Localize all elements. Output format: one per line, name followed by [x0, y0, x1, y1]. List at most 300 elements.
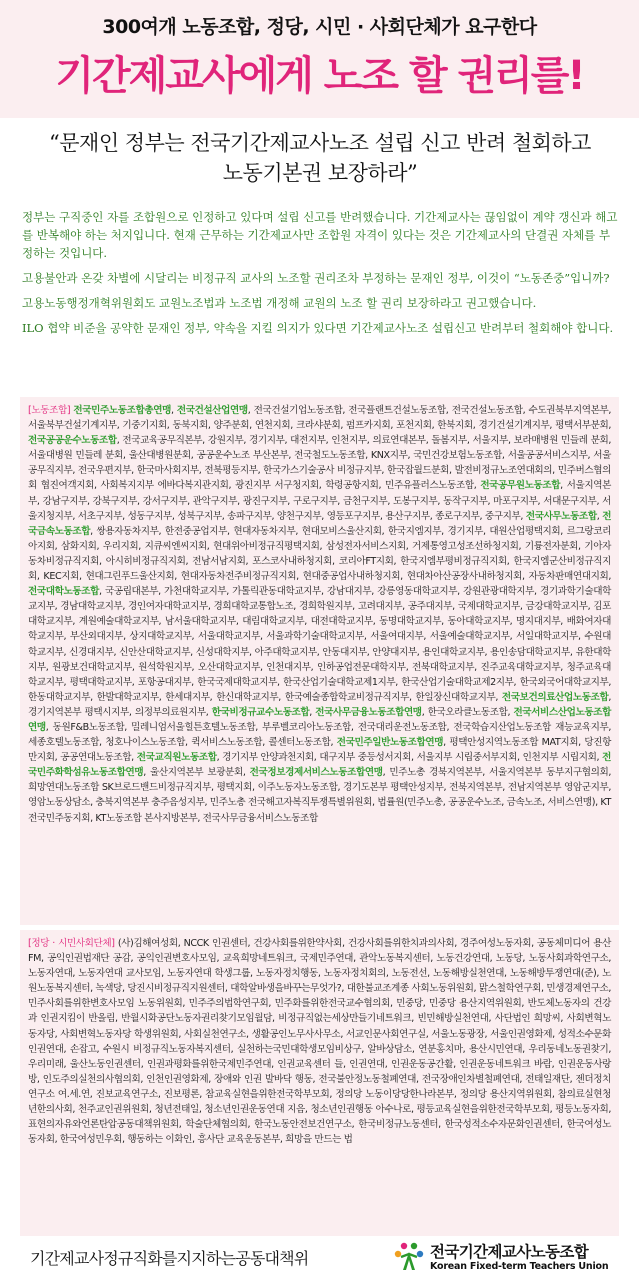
union-entry: 경기도본부 평택안성지부	[343, 782, 444, 794]
union-entry: 용산구지부	[385, 510, 430, 522]
union-entry: 수원대학교지부	[28, 631, 611, 658]
union-entry: 전국건설기업노동조합	[253, 405, 343, 416]
union-entry: 한국가스기술공사 비정규지부	[263, 465, 382, 477]
union-entry: 펌프카지회	[346, 420, 391, 432]
union-entry: 도봉구지부	[393, 495, 438, 507]
union-entry: 전국사무노동조합	[525, 510, 597, 522]
union-entry: 금속노조	[506, 797, 543, 809]
union-entry: 공공운수노조 부산본부	[196, 450, 289, 462]
union-entry: 중구지부	[484, 510, 521, 522]
civic-entry: 공익인권법재단 공감	[47, 953, 131, 965]
civic-entry: 사회실천연구소	[183, 1028, 247, 1040]
union-entry: 한국외국어대학교지부	[519, 676, 609, 688]
civic-entry: 공동체미디어 용산FM	[28, 938, 612, 965]
civic-entry: 청소년인권운동연대 지음	[204, 1104, 305, 1116]
union-entry: 서울공무직지부	[28, 450, 612, 477]
union-entry: 서초구지부	[77, 510, 123, 522]
union-entry: 동원F&B노동조합	[52, 721, 125, 733]
civic-entry: 민중당	[396, 998, 423, 1010]
union-entry: 울산대병원분회	[128, 450, 191, 462]
union-entry: 한국잡월드분회	[386, 465, 450, 477]
civic-entry: 노동건강연대	[436, 953, 490, 965]
union-entry: 인천지부 시립지회	[522, 752, 597, 764]
civic-entry: 반월시화공단노동자권리찾기모임월담	[121, 1013, 272, 1025]
union-entry: 현대자동차전주비정규직지회	[180, 571, 297, 583]
union-entry: 현대차아산공장사내하청지회	[406, 571, 522, 583]
civic-section-tag: [정당 · 시민사회단체]	[28, 938, 115, 949]
union-entry: 한북지회	[437, 420, 473, 432]
union-entry: 전국우편지부	[77, 465, 132, 477]
union-entry: 코리아FT지회	[338, 555, 394, 567]
union-entry: KEC지회	[43, 571, 80, 583]
civic-entry: 연분홍치마	[418, 1043, 463, 1055]
union-entry: 계원예술대학교지부	[78, 616, 159, 628]
union-entry: 오산대학교지부	[197, 661, 260, 673]
union-entry: 전국건설노동조합	[451, 405, 523, 416]
union-entry: 유한대학지부	[28, 646, 612, 673]
union-entry: 서울여대지부	[370, 631, 424, 643]
union-entry: 송파구지부	[227, 510, 272, 522]
union-entry: 전국사무금융서비스노동조합	[202, 812, 318, 824]
civic-entry: 국제민주연대	[299, 953, 354, 965]
civic-entry: 평등노동자회	[555, 1104, 609, 1116]
union-entry: 서울지역본부	[28, 480, 612, 507]
civic-entry: 전국장애인차별철폐연대	[421, 1073, 520, 1085]
civic-entry: 한국여성노동자회	[28, 1119, 612, 1146]
union-entry: 한국국제대학교지부	[197, 676, 278, 688]
union-entry: 남서울대학교지부	[164, 616, 236, 628]
union-entry: 공주대지부	[407, 601, 453, 613]
civic-entry: 사단법인 희망씨	[494, 1013, 561, 1025]
union-entry: 대전지부	[290, 435, 326, 447]
union-entry: 경기지부	[447, 525, 483, 537]
union-entry: 기중기지회	[122, 420, 167, 432]
union-entry: 충북지역본부 충주음성지부	[95, 797, 205, 809]
civic-entry: 서울인권영화제	[490, 1028, 553, 1040]
union-entry: 공공운수노조	[448, 797, 502, 809]
civic-entry: 노동자정치행동	[255, 968, 318, 980]
union-entry: 사회복지지부 에바다복지관지회	[100, 480, 229, 492]
union-entry: 서울예술대학교지부	[429, 631, 510, 643]
union-entry: 현대자동차지부	[233, 525, 296, 537]
union-entry: 구로구지부	[292, 495, 338, 507]
civic-entry: 정의당 용산지역위원회	[459, 1088, 552, 1100]
union-entry: 경기지부 안양과천지회	[222, 752, 314, 764]
civic-entry: 표현의자유와언론탄압공동대책위원회	[28, 1119, 179, 1131]
civic-entry: 생활공인노무사사무소	[251, 1028, 341, 1040]
union-entry: 동명대학교지부	[379, 616, 442, 628]
union-entry: 대전대학교지부	[310, 616, 373, 628]
union-entry: 삼화지회	[60, 540, 97, 552]
union-entry: 한세대지부	[165, 691, 210, 703]
civic-entry: 인권운동공간활	[390, 1058, 454, 1070]
union-entry: 민주버스협의회 협진여객지회	[28, 465, 611, 492]
union-entry: 인천지부	[331, 435, 367, 447]
civic-entry: 손잡고	[69, 1043, 97, 1055]
union-entry: 기륭전자분회	[524, 540, 579, 552]
union-entry: 전국사무금융노동조합연맹	[315, 706, 422, 718]
union-entry: 금천구지부	[342, 495, 388, 507]
union-entry: 한발대학교지부	[96, 691, 159, 703]
union-entry: 전국교직원노동조합	[136, 752, 217, 764]
union-entry: 용인대학교지부	[422, 646, 485, 658]
union-entry: 서울공공서비스지부	[507, 450, 588, 462]
union-entry: 대원산업평택지회	[489, 525, 561, 537]
union-entry: 자동차판매연대지회	[528, 571, 609, 583]
union-entry: 서울북부건설기계지부	[28, 420, 117, 432]
union-entry: 평택대학교지부	[69, 676, 132, 688]
union-entry: 용인송담대학교지부	[490, 646, 570, 658]
civic-entry: 민주화를위한전국교수협의회	[274, 998, 390, 1010]
union-entry: KT노동조합 본사지방본부	[95, 812, 198, 824]
header-subtitle: 300여개 노동조합, 정당, 시민 · 사회단체가 요구한다	[102, 16, 537, 38]
civic-entry: 천주교인권위원회	[77, 1104, 149, 1116]
civic-entry: 서교인문사회연구실	[345, 1028, 426, 1040]
civic-entry: 노원노동복지센터	[28, 968, 612, 995]
union-entry: 민주노총 전국해고자복직투쟁특별위원회	[209, 797, 373, 809]
civic-entry: 인권운동사랑방	[28, 1058, 612, 1085]
union-entry: 청호나이스노동조합	[105, 737, 185, 749]
civic-entry: 인천인권영화제	[146, 1073, 209, 1085]
union-entry: 한국지엠지부	[387, 525, 442, 537]
union-entry: 서울대학교지부	[197, 631, 260, 643]
civic-entry: 민중당 용산지역위원회	[429, 998, 522, 1010]
union-entry: 세종호텔노동조합	[28, 737, 99, 749]
civic-entry: 정의당 노동이당당한나라본부	[335, 1088, 454, 1100]
intro-paragraph: ILO 협약 비준을 공약한 문재인 정부, 약속을 지킬 의지가 있다면 기간제교사노조 설립신고 반려부터 철회해야 합니다.	[22, 321, 614, 335]
union-entry: 포항공대지부	[137, 676, 192, 688]
civic-entry: 진보평론	[163, 1088, 200, 1100]
union-entry: 성동구지부	[127, 510, 172, 522]
civic-entry: 평등교육실현을위한전국학부모회	[416, 1104, 550, 1116]
intro-paragraphs	[22, 208, 618, 344]
intro-paragraph: 정부는 구직중인 자를 조합원으로 인정하고 있다며 설립 신고를 반려했습니다. 기간제교사는 끊임없이 계약 갱신과 해고를 반복해야 하는 처지입니다. 현재 근무하는 기간제교사만 조합원 자격이 있다는 것은 기간제교사의 단결권 자체를 부정하는 것입니다.	[22, 210, 618, 260]
union-entry: 관악구지부	[192, 495, 238, 507]
union-entry: 밀레니엄서울힐튼호텔노동조합	[131, 721, 256, 733]
civic-entry: 비정규직없는세상만들기네트워크	[278, 1013, 412, 1025]
union-entry: 경기지역본부 평택시지부	[28, 706, 129, 718]
civic-entry: 한국성적소수자문화인권센터	[444, 1119, 561, 1131]
union-entry: 강원지부	[207, 435, 244, 447]
union-entry: 현대그린푸드울산지회	[85, 571, 175, 583]
union-entry: 퀵서비스노동조합	[191, 737, 263, 749]
union-section-tag: [노동조합]	[28, 405, 71, 416]
civic-entry: 사회변혁노동자당 학생위원회	[60, 1028, 179, 1040]
civic-entry: 전태일재단	[525, 1073, 570, 1085]
civic-entry: 진보교육연구소	[95, 1088, 158, 1100]
civic-entry: 알바상담소	[367, 1043, 412, 1055]
union-entry: 포천지회	[396, 420, 432, 432]
civic-entry: 반도체노동자의 건강과 인권지킴이 반올림	[28, 998, 611, 1025]
civic-entry: 용산시민연대	[468, 1043, 523, 1055]
civic-entry: 건강사회를위한치과의사회	[347, 938, 455, 949]
union-entry: 평택서부분회	[555, 420, 609, 432]
union-entry: 한신대학교지부	[216, 691, 279, 703]
union-entry: 신안산대학교지부	[119, 646, 191, 658]
union-entry: 한국지엠군산비정규직지회	[28, 555, 612, 583]
civic-entry: 청년전태일	[154, 1104, 199, 1116]
union-entry: 광진지부 서구청지회	[235, 480, 319, 492]
union-entry: 서울지역본부 동부지구협의회	[488, 767, 609, 779]
civic-entry: 노동당	[495, 953, 523, 965]
civic-entry: 노동자정치회의	[323, 968, 386, 980]
union-entry: 영암노동상담소	[28, 797, 91, 809]
civic-entry: 대학알바생을바꾸는무엇가?	[230, 983, 342, 995]
intro-paragraph: 고용노동행정개혁위원회도 교원노조법과 노조법 개정해 교원의 노조 할 권리 보장하라고 권고했습니다.	[22, 296, 537, 310]
civic-entry: 민주주의법학연구회	[188, 998, 269, 1010]
union-entry: 경기지부	[249, 435, 285, 447]
civic-entry: 수원시 비정규직노동자복지센터	[102, 1043, 231, 1055]
union-entry: 신성대학지부	[195, 646, 249, 658]
civic-entry: 한국여성민우회	[59, 1134, 122, 1146]
union-entry: 당진항만지회	[28, 737, 611, 764]
civic-entry: 한국비정규노동센터	[358, 1119, 439, 1131]
civic-entry: 행동하는 이화인	[127, 1134, 193, 1146]
union-entry: 전국민주화학섬유노동조합연맹	[28, 752, 611, 779]
union-entry: 부루벨코리아노동조합	[262, 721, 351, 733]
civic-entry: 민생경제연구소	[546, 983, 609, 995]
civic-entry: 노동자연대	[28, 968, 73, 980]
union-entry: 한국예술종합학교비정규직지부	[284, 691, 409, 703]
civic-entry: 노동자연대 교사모임	[78, 968, 162, 980]
logo-english-name: Korean Fixed-term Teachers Union	[430, 1261, 609, 1272]
union-entry: 전국보건의료산업노동조합	[501, 691, 609, 703]
union-entry: 민주유플러스노동조합	[385, 480, 474, 492]
union-entry: 안양대지부	[372, 646, 417, 658]
union-entry: 희망연대노동조합 SK브로드밴드비정규직지부	[28, 782, 211, 794]
civic-entry: 교육희망네트워크	[222, 953, 294, 965]
union-entry: 청주교육대학교지부	[28, 661, 611, 688]
union-entry: 평택안성지역노동조합 MAT지회	[449, 737, 579, 749]
civic-entry: 경주여성노동자회	[460, 938, 532, 949]
union-entry: 평택지회	[216, 782, 253, 794]
union-entry: 명지대지부	[515, 616, 561, 628]
union-entry: 전국서비스산업노동조합연맹	[28, 706, 611, 733]
union-entry: 서일대학교지부	[515, 631, 579, 643]
union-entry: 서울지부 시립중서부지회	[416, 752, 518, 764]
union-entry: 콜센터노동조합	[268, 737, 331, 749]
civic-entry: 참교육실현을위한전국학부모회	[205, 1088, 330, 1100]
union-entry: KT전국민주동지회	[28, 797, 612, 824]
union-entry: 발전비정규노조연대회의	[454, 465, 553, 477]
civic-entry: 맑스철학연구회	[478, 983, 541, 995]
union-entry: 전북대학교지부	[412, 661, 475, 673]
demand-line-1: “문재인 정부는 전국기간제교사노조 설립 신고 반려 철회하고	[49, 131, 591, 155]
union-entry: 한국오라클노동조합	[427, 706, 508, 718]
union-entry: 민주노총 경북지역본부	[389, 767, 483, 779]
union-entry: 전국대학노동조합	[28, 586, 99, 598]
union-entry: 전국금속노동조합	[28, 510, 612, 537]
union-entry: 원광보건대학교지부	[52, 661, 132, 673]
union-entry: 배화여자대학교지부	[28, 616, 611, 643]
union-entry: 가천대학교지부	[164, 586, 227, 598]
union-entry: 가톨릭관동대학교지부	[232, 586, 321, 598]
union-entry: 한전중공업지부	[164, 525, 227, 537]
union-entry: 마포구지부	[493, 495, 538, 507]
union-entry: 동아대학교지부	[447, 616, 510, 628]
union-entry: 전국민주일반노동조합연맹	[336, 737, 444, 749]
civic-entry: 노동전선	[391, 968, 428, 980]
union-entry: 한국비정규교수노동조합	[211, 706, 310, 718]
union-entry: 신경대지부	[69, 646, 114, 658]
union-entry: 돌봄지부	[431, 435, 467, 447]
logo-korean-name: 전국기간제교사노동조합	[430, 1243, 589, 1261]
civic-entry: 녹색당	[95, 983, 123, 995]
union-entry: 종로구지부	[435, 510, 480, 522]
union-entry: 강북구지부	[92, 495, 137, 507]
civic-entry: 빈민해방실천연대	[417, 1013, 489, 1025]
union-entry: 부산외대지부	[69, 631, 124, 643]
union-entry: 아주대학교지부	[254, 646, 317, 658]
union-entry: 금강대학교지부	[525, 601, 588, 613]
union-entry: 삼성전자서비스지회	[325, 540, 406, 552]
union-entry: 한국지엠부평비정규직지회	[400, 555, 507, 567]
union-entry: 성북구지부	[177, 510, 222, 522]
civic-entry: 당진시비정규직지원센터	[127, 983, 225, 995]
union-entry: 전북지역본부	[449, 782, 503, 794]
union-entry: 기아자동차비정규직지회	[28, 540, 612, 567]
union-entry: 강서구지부	[142, 495, 188, 507]
union-entry: 공공연대노동조합	[60, 752, 132, 764]
union-logo	[392, 1238, 624, 1278]
union-entry: 전북평등지부	[204, 465, 258, 477]
union-entry: 한일장신대학교지부	[415, 691, 496, 703]
union-entry: 대구지부 중등성서지회	[319, 752, 411, 764]
union-entry: 전국민주노동조합총연맹	[73, 405, 171, 416]
civic-entry: 민주사회를위한변호사모임 노동위원회	[28, 998, 183, 1010]
civic-entry: 흥사단 교육운동본부	[197, 1134, 280, 1146]
union-entry: 경기과학기술대학교지부	[28, 586, 611, 613]
union-entry: 강원관광대학지부	[463, 586, 535, 598]
union-entry: 아시히비정규직지회	[105, 555, 186, 567]
union-entry: 지큐씨엔씨지회	[144, 540, 207, 552]
union-entry: 상지대학교지부	[129, 631, 192, 643]
civic-entry: 건강사회를위한약사회	[253, 938, 343, 949]
union-logo-icon	[392, 1240, 426, 1274]
civic-entry: 공익인권변호사모임	[136, 953, 217, 965]
intro-paragraph: 고용불안과 온갖 차별에 시달리는 비정규직 교사의 노조할 권리조차 부정하는 문재인 정부, 이것이 “노동존중”입니까?	[22, 271, 610, 285]
union-entry: 우리지회	[102, 540, 139, 552]
union-signatories-box: [노동조합] 전국민주노동조합총연맹, 전국건설산업연맹, 전국건설기업노동조합, 전국플랜트건설노동조합, 전국건설노동조합, 수도권북부지역본부, 서울북부건설기계지부, 기중기지회, 동북지회, 양주분회, 연천지회, 크라샤분회, 펌프카지회, 포천지회, 한북지회, 경기건설기계지부, 평택서부분회, 전국공공운수노동조합, 전국교육공무직본부, 강원지부, 경기지부, 대전지부, 인천지부, 의료연대본부, 돌봄지부, 서울지부, 보라매병원 민들레 분회, 서울대병원 민들레 분회, 울산대병원분회, 공공운수노조 부산본부, 전국철도노동조합, KNX지부, 국민건강보험노동조합, 서울공공서비스지부, 서울공무직지부, 전국우편지부, 한국마사회지부, 전북평등지부, 한국가스기술공사 비정규지부, 한국잡월드분회, 발전비정규노조연대회의, 민주버스협의회 협진여객지회, 사회복지지부 에바다복지관지회, 광진지부 서구청지회, 학령공항지회, 민주유플러스노동조합, 전국공무원노동조합, 서울지역본부, 강남구지부, 강북구지부, 강서구지부, 관악구지부, 광진구지부, 구로구지부, 금천구지부, 도봉구지부, 동작구지부, 마포구지부, 서대문구지부, 서울지청지부, 서초구지부, 성동구지부, 성북구지부, 송파구지부, 양천구지부, 영등포구지부, 용산구지부, 종로구지부, 중구지부, 전국사무노동조합, 전국금속노동조합, 쌍용자동차지부, 한전중공업지부, 현대자동차지부, 현대모비스울산지회, 한국지엠지부, 경기지부, 대원산업평택지회, 르그랑코리아지회, 삼화지회, 우리지회, 지큐씨엔씨지회, 현대위아비정규직평택지회, 삼성전자서비스지회, 거제통영고성조선하청지회, 기륭전자분회, 기아자동차비정규직지회, 아시히비정규직지회, 전남서남지회, 포스코사내하청지회, 코리아FT지회, 한국지엠부평비정규직지회, 한국지엠군산비정규직지회, KEC지회, 현대그린푸드울산지회, 현대자동차전주비정규직지회, 현대중공업사내하청지회, 현대차아산공장사내하청지회, 자동차판매연대지회, 전국대학노동조합, 국공립대본부, 가천대학교지부, 가톨릭관동대학교지부, 강남대지부, 강릉영동대학교지부, 강원관광대학지부, 경기과학기술대학교지부, 경남대학교지부, 경인여자대학교지부, 경희대학교통합노조, 경희학원지부, 고려대지부, 공주대지부, 국제대학교지부, 금강대학교지부, 김포대학교지부, 계원예술대학교지부, 남서울대학교지부, 대림대학교지부, 대전대학교지부, 동명대학교지부, 동아대학교지부, 명지대지부, 배화여자대학교지부, 부산외대지부, 상지대학교지부, 서울대학교지부, 서울과학기술대학교지부, 서울여대지부, 서울예술대학교지부, 서일대학교지부, 수원대학교지부, 신경대지부, 신안산대학교지부, 신성대학지부, 아주대학교지부, 안동대지부, 안양대지부, 용인대학교지부, 용인송담대학교지부, 유한대학지부, 원광보건대학교지부, 원석학원지부, 오산대학교지부, 인천대지부, 인하공업전문대학지부, 전북대학교지부, 진주교육대학교지부, 청주교육대학교지부, 평택대학교지부, 포항공대지부, 한국국제대학교지부, 한국산업기술대학교제1지부, 한국산업기술대학교제2지부, 한국외국어대학교지부, 한동대학교지부, 한발대학교지부, 한세대지부, 한신대학교지부, 한국예술종합학교비정규직지부, 한일장신대학교지부, 전국보건의료산업노동조합, 경기지역본부 평택시지부, 의정부의료원지부, 한국비정규교수노동조합, 전국사무금융노동조합연맹, 한국오라클노동조합, 전국서비스산업노동조합연맹, 동원F&B노동조합, 밀레니엄서울힐튼호텔노동조합, 부루벨코리아노동조합, 전국대리운전노동조합, 전국학습지산업노동조합 재능교육지부, 세종호텔노동조합, 청호나이스노동조합, 퀵서비스노동조합, 콜센터노동조합, 전국민주일반노동조합연맹, 평택안성지역노동조합 MAT지회, 당진항만지회, 공공연대노동조합, 전국교직원노동조합, 경기지부 안양과천지회, 대구지부 중등성서지회, 서울지부 시립중서부지회, 인천지부 시립지회, 전국민주화학섬유노동조합연맹, 울산지역본부 보광분회, 전국정보경제서비스노동조합연맹, 민주노총 경북지역본부, 서울지역본부 동부지구협의회, 희망연대노동조합 SK브로드밴드비정규직지부, 평택지회, 이주노동자노동조합, 경기도본부 평택안성지부, 전북지역본부, 전남지역본부 영암군지부, 영암노동상담소, 충북지역본부 충주음성지부, 민주노총 전국해고자복직투쟁특별위원회, 법률원(민주노총, 공공운수노조, 금속노조, 서비스연맹), KT전국민주동지회, KT노동조합 본사지방본부, 전국사무금융서비스노동조합	[20, 397, 619, 925]
union-entry: 학령공항지회	[325, 480, 379, 492]
union-entry: 대림대학교지부	[242, 616, 305, 628]
civic-entry: 대한불교조계종 사회노동위원회	[346, 983, 474, 995]
union-entry: 국민건강보험노동조합	[413, 450, 502, 462]
union-entry: 한국산업기술대학교제2지부	[401, 676, 514, 688]
committee-name: 기간제교사정규직화를지지하는공동대책위	[30, 1249, 309, 1268]
civic-entry: 사회변혁노동자당	[28, 1013, 611, 1040]
civic-entry: 인도주의실천의사협의회	[42, 1073, 141, 1085]
union-entry: 한국마사회지부	[136, 465, 199, 477]
union-entry: 경희대학교통합노조	[213, 601, 294, 613]
union-entry: 포스코사내하청지회	[252, 555, 333, 567]
union-entry: 인하공업전문대학지부	[317, 661, 406, 673]
union-entry: 울산지역본부 보광분회	[150, 767, 243, 779]
union-entry: 전국공공운수노동조합	[28, 435, 117, 447]
civic-entry: (사)김해여성회	[117, 938, 178, 949]
union-entry: 강남대지부	[326, 586, 372, 598]
civic-entry: 청소년인권행동 아수나로	[310, 1104, 411, 1116]
union-entry: 전국학습지산업노동조합 재능교육지부	[453, 721, 609, 733]
union-entry: 광진구지부	[242, 495, 288, 507]
union-entry: 한동대학교지부	[28, 691, 91, 703]
union-entry: 크라샤분회	[296, 420, 341, 432]
civic-entry: 인권운동네트워크 바람	[459, 1058, 552, 1070]
union-entry: 양천구지부	[276, 510, 322, 522]
union-entry: 이주노동자노동조합	[257, 782, 338, 794]
civic-entry: 노동자연대 학생그룹	[167, 968, 250, 980]
union-entry: 전국공무원노동조합	[480, 480, 561, 492]
union-entry: 의정부의료원지부	[134, 706, 206, 718]
union-entry: 진주교육대학교지부	[480, 661, 561, 673]
civic-entry: 노동사회과학연구소	[528, 953, 609, 965]
union-entry: 거제통영고성조선하청지회	[412, 540, 519, 552]
civic-entry: 장애와 인권 발바닥 행동	[214, 1073, 313, 1085]
union-entry: 서울지청지부	[28, 495, 612, 522]
civic-entry: 실천하는국민대학생모임비상구	[237, 1043, 362, 1055]
union-entry: 전남서남지회	[192, 555, 246, 567]
union-entry: 국공립대본부	[104, 586, 159, 598]
union-entry: 전국대리운전노동조합	[357, 721, 447, 733]
civic-entry: NCCK 인권센터	[183, 938, 248, 949]
union-entry: 서울대병원 민들레 분회	[28, 450, 123, 462]
union-entry: 현대모비스울산지회	[301, 525, 382, 537]
civic-entry: 참의료실현청년한의사회	[28, 1088, 611, 1116]
union-entry: 인천대지부	[266, 661, 311, 673]
demand-line-2: 노동기본권 보장하라”	[222, 161, 418, 185]
union-entry: 서비스연맹)	[547, 797, 596, 809]
union-entry: 고려대지부	[357, 601, 403, 613]
union-entry: 경희학원지부	[298, 601, 353, 613]
union-entry: 경남대학교지부	[60, 601, 123, 613]
civic-entry: 서울노동광장	[431, 1028, 485, 1040]
union-entry: 르그랑코리아지회	[28, 525, 611, 552]
union-entry: 수도권북부지역본부	[528, 405, 609, 416]
union-entry: 보라매병원 민들레 분회	[513, 435, 609, 447]
union-entry: 전국건설산업연맹	[176, 405, 248, 416]
union-entry: 서울과학기술대학교지부	[266, 631, 364, 643]
union-entry: 의료연대본부	[372, 435, 426, 447]
civic-entry: 인권과평화를위한국제민주연대	[146, 1058, 272, 1070]
union-entry: 국제대학교지부	[457, 601, 520, 613]
union-entry: 법률원(민주노총	[377, 797, 443, 809]
civic-signatories-box: [정당 · 시민사회단체] (사)김해여성회, NCCK 인권센터, 건강사회를위한약사회, 건강사회를위한치과의사회, 경주여성노동자회, 공동체미디어 용산FM, 공익인권법재단 공감, 공익인권변호사모임, 교육희망네트워크, 국제민주연대, 관악노동복지센터, 노동건강연대, 노동당, 노동사회과학연구소, 노동자연대, 노동자연대 교사모임, 노동자연대 학생그룹, 노동자정치행동, 노동자정치회의, 노동전선, 노동해방실천연대, 노동해방투쟁연대(준), 노원노동복지센터, 녹색당, 당진시비정규직지원센터, 대학알바생을바꾸는무엇가?, 대한불교조계종 사회노동위원회, 맑스철학연구회, 민생경제연구소, 민주사회를위한변호사모임 노동위원회, 민주주의법학연구회, 민주화를위한전국교수협의회, 민중당, 민중당 용산지역위원회, 반도체노동자의 건강과 인권지킴이 반올림, 반월시화공단노동자권리찾기모임월담, 비정규직없는세상만들기네트워크, 빈민해방실천연대, 사단법인 희망씨, 사회변혁노동자당, 사회변혁노동자당 학생위원회, 사회실천연구소, 생활공인노무사사무소, 서교인문사회연구실, 서울노동광장, 서울인권영화제, 성적소수문화인권연대, 손잡고, 수원시 비정규직노동자복지센터, 실천하는국민대학생모임비상구, 알바상담소, 연분홍치마, 용산시민연대, 우리동네노동권찾기, 우리미래, 울산노동인권센터, 인권과평화를위한국제민주연대, 인권교육센터 들, 인권연대, 인권운동공간활, 인권운동네트워크 바람, 인권운동사랑방, 인도주의실천의사협의회, 인천인권영화제, 장애와 인권 발바닥 행동, 전국불안정노동철폐연대, 전국장애인차별철폐연대, 전태일재단, 젠더정치연구소 여.세.연, 진보교육연구소, 진보평론, 참교육실현을위한전국학부모회, 정의당 노동이당당한나라본부, 정의당 용산지역위원회, 참의료실현청년한의사회, 천주교인권위원회, 청년전태일, 청소년인권운동연대 지음, 청소년인권행동 아수나로, 평등교육실현을위한전국학부모회, 평등노동자회, 표현의자유와언론탄압공동대책위원회, 학술단체협의회, 한국노동안전보건연구소, 한국비정규노동센터, 한국성적소수자문화인권센터, 한국여성노동자회, 한국여성민우회, 행동하는 이화인, 흥사단 교육운동본부, 희망을 만드는 법	[20, 930, 619, 1236]
union-entry: 양주분회	[213, 420, 250, 432]
union-entry: 전남지역본부 영암군지부	[507, 782, 609, 794]
civic-entry: 학술단체협의회	[185, 1119, 248, 1131]
civic-entry: 노동해방투쟁연대(준)	[509, 968, 597, 980]
civic-entry: 우리동네노동권찾기	[528, 1043, 609, 1055]
union-entry: 영등포구지부	[326, 510, 380, 522]
union-entry: 전국정보경제서비스노동조합연맹	[249, 767, 383, 779]
union-entry: 서대문구지부	[543, 495, 597, 507]
union-entry: 동작구지부	[443, 495, 488, 507]
union-entry: 안동대지부	[322, 646, 367, 658]
union-entry: 원석학원지부	[138, 661, 192, 673]
demand-statement	[20, 128, 620, 188]
union-entry: 연천지회	[254, 420, 291, 432]
union-entry: 경인여자대학교지부	[128, 601, 208, 613]
civic-entry: 한국노동안전보건연구소	[254, 1119, 352, 1131]
civic-entry: 성적소수문화인권연대	[28, 1028, 611, 1055]
civic-entry: 우리미래	[28, 1058, 64, 1070]
union-entry: 강릉영동대학교지부	[377, 586, 458, 598]
union-entry: 전국플랜트건설노동조합	[348, 405, 446, 416]
union-entry: 쌍용자동차지부	[96, 525, 159, 537]
union-entry: 전국철도노동조합	[294, 450, 366, 462]
union-entry: 강남구지부	[42, 495, 87, 507]
union-entry: 현대위아비정규직평택지회	[213, 540, 320, 552]
